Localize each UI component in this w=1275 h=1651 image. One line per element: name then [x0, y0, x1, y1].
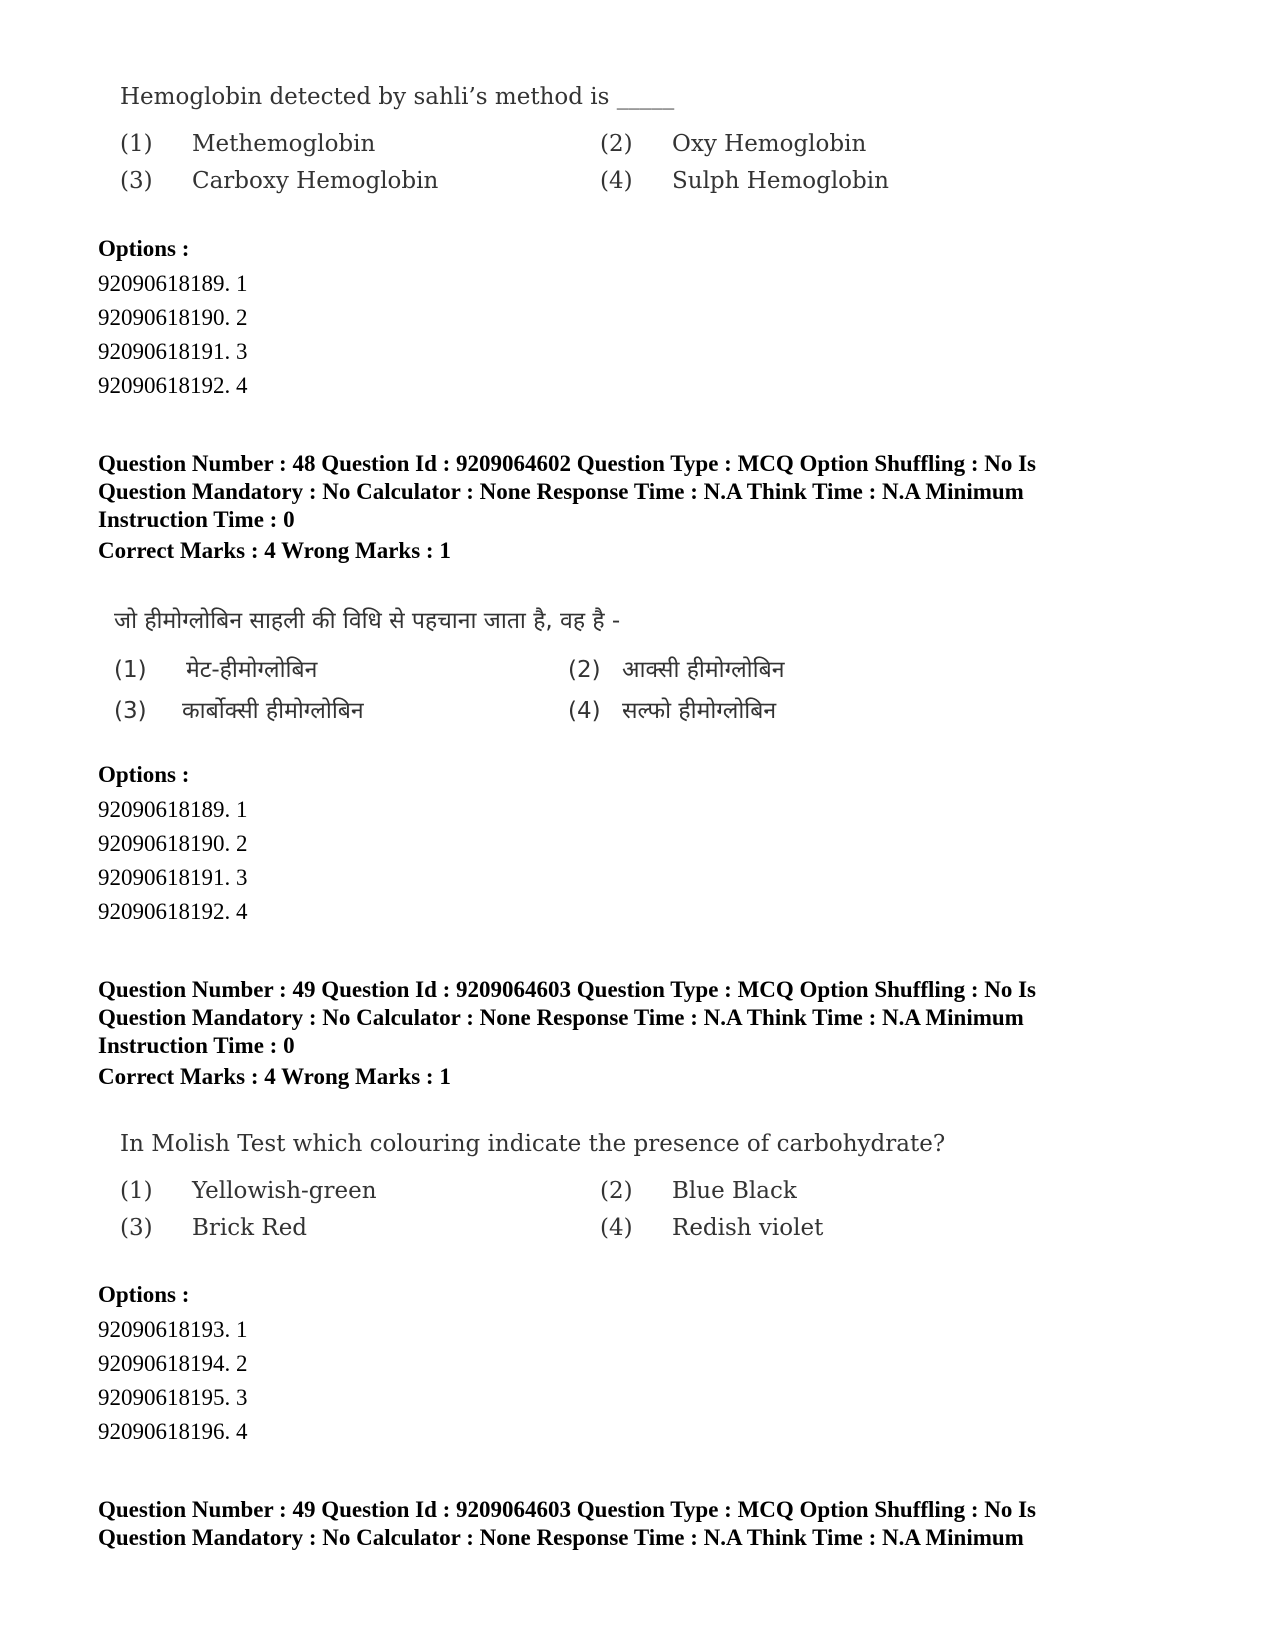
question-meta — [98, 1496, 1198, 1552]
question-meta-line: Question Mandatory : No Calculator : None Response Time : N.A Think Time : N.A Minimum — [98, 479, 1024, 504]
question-option — [114, 693, 364, 725]
option-id-line: 92090618195. 3 — [98, 1385, 248, 1410]
question-meta-line: Question Mandatory : No Calculator : None Response Time : N.A Think Time : N.A Minimum — [98, 1005, 1024, 1030]
option-text: Redish violet — [672, 1215, 824, 1241]
option-id-line: 92090618191. 3 — [98, 339, 248, 364]
option-text: Sulph Hemoglobin — [672, 168, 889, 194]
option-text: कार्बोक्सी हीमोग्लोबिन — [182, 698, 364, 724]
question-option — [114, 652, 317, 684]
question-option — [568, 652, 784, 684]
option-id-line: 92090618192. 4 — [98, 899, 248, 924]
option-id-line: 92090618190. 2 — [98, 831, 248, 856]
question-option — [120, 131, 375, 157]
question-text: In Molish Test which colouring indicate the presence of carbohydrate? — [120, 1131, 946, 1157]
question-meta-line: Question Number : 48 Question Id : 9209064602 Question Type : MCQ Option Shuffling : No Is — [98, 451, 1037, 476]
option-text: Yellowish-green — [192, 1178, 377, 1204]
option-id-line: 92090618189. 1 — [98, 271, 248, 296]
option-id-line: 92090618193. 1 — [98, 1317, 248, 1342]
option-text: Carboxy Hemoglobin — [192, 168, 439, 194]
option-number: (4) — [600, 1215, 633, 1241]
options-label: Options : — [98, 236, 190, 261]
option-number: (2) — [568, 657, 601, 683]
question-meta-line: Instruction Time : 0 — [98, 507, 295, 532]
option-text: Methemoglobin — [192, 131, 376, 157]
option-number: (1) — [114, 657, 147, 683]
question-meta-line: Question Number : 49 Question Id : 9209064603 Question Type : MCQ Option Shuffling : No Is — [98, 1497, 1037, 1522]
option-text: सल्फो हीमोग्लोबिन — [622, 698, 777, 724]
option-number: (3) — [120, 1215, 153, 1241]
option-number: (1) — [120, 131, 153, 157]
question-meta-line: Instruction Time : 0 — [98, 1033, 295, 1058]
option-text: Brick Red — [192, 1215, 308, 1241]
option-number: (4) — [600, 168, 633, 194]
option-text: Blue Black — [672, 1178, 797, 1204]
question-meta — [98, 450, 1198, 534]
option-text: मेट-हीमोग्लोबिन — [186, 657, 318, 683]
question-marks: Correct Marks : 4 Wrong Marks : 1 — [98, 538, 451, 563]
option-number: (2) — [600, 131, 633, 157]
question-option — [600, 1178, 797, 1204]
question-option — [600, 131, 866, 157]
question-option — [568, 693, 776, 725]
option-id-line: 92090618196. 4 — [98, 1419, 248, 1444]
question-marks: Correct Marks : 4 Wrong Marks : 1 — [98, 1064, 451, 1089]
question-meta-line: Question Mandatory : No Calculator : None Response Time : N.A Think Time : N.A Minimum — [98, 1525, 1024, 1550]
question-option — [600, 1215, 823, 1241]
option-id-line: 92090618191. 3 — [98, 865, 248, 890]
option-number: (4) — [568, 698, 601, 724]
option-id-line: 92090618194. 2 — [98, 1351, 248, 1376]
option-id-line: 92090618189. 1 — [98, 797, 248, 822]
question-text: जो हीमोग्लोबिन साहली की विधि से पहचाना जाता है, वह है - — [114, 608, 621, 634]
option-number: (3) — [114, 698, 147, 724]
option-number: (2) — [600, 1178, 633, 1204]
option-number: (1) — [120, 1178, 153, 1204]
question-option — [600, 168, 889, 194]
options-label: Options : — [98, 1282, 190, 1307]
option-number: (3) — [120, 168, 153, 194]
options-label: Options : — [98, 762, 190, 787]
question-option — [120, 1215, 307, 1241]
option-id-line: 92090618190. 2 — [98, 305, 248, 330]
option-id-line: 92090618192. 4 — [98, 373, 248, 398]
question-option — [120, 1178, 377, 1204]
question-option — [120, 168, 438, 194]
question-meta — [98, 976, 1198, 1060]
option-text: आक्सी हीमोग्लोबिन — [622, 657, 785, 683]
question-text: Hemoglobin detected by sahli’s method is _____ — [120, 84, 675, 110]
option-text: Oxy Hemoglobin — [672, 131, 867, 157]
question-meta-line: Question Number : 49 Question Id : 9209064603 Question Type : MCQ Option Shuffling : No Is — [98, 977, 1037, 1002]
